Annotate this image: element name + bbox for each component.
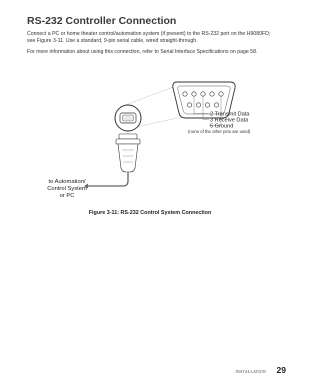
pin-label-receive: 3 Receive Data: [210, 117, 249, 124]
pin-label-ground: 5 Ground: [210, 123, 234, 130]
target-label-line-3: or PC: [59, 193, 75, 199]
figure-caption: Figure 3-11: RS-232 Control System Connection: [88, 210, 212, 216]
target-label-line-1: to Automation/: [48, 179, 86, 185]
section-heading: RS-232 Controller Connection: [27, 15, 177, 27]
pin-4: [210, 92, 214, 96]
intro-paragraph: Connect a PC or home theater control/automation system (if present) to the RS-232 port on the H9080FD; see Figure 3-11. Use a standard, 9-pin serial cable, wired straight-through.: [27, 31, 271, 45]
footer-section-name: INSTALLATION: [235, 370, 266, 374]
target-label-line-2: Control System: [47, 186, 87, 192]
pin-note: (none of the other pins are used): [188, 129, 251, 134]
pin-2: [192, 92, 196, 96]
pin-label-transmit: 2 Transmit Data: [210, 111, 250, 118]
pin-1: [183, 92, 187, 96]
pin-9: [214, 103, 218, 107]
pin-5: [219, 92, 223, 96]
reference-paragraph: For more information about using this connection, refer to Serial Interface Specifications on page 58.: [27, 49, 258, 55]
pin-6: [187, 103, 191, 107]
pin-3: [201, 92, 205, 96]
serial-cable: [86, 172, 128, 186]
pin-8: [205, 103, 209, 107]
projection-line-bottom: [136, 117, 182, 127]
pin-7: [196, 103, 200, 107]
page-number: 29: [276, 365, 286, 375]
projector-rs232-port: [115, 105, 141, 131]
db9-cable-connector: [116, 134, 140, 172]
